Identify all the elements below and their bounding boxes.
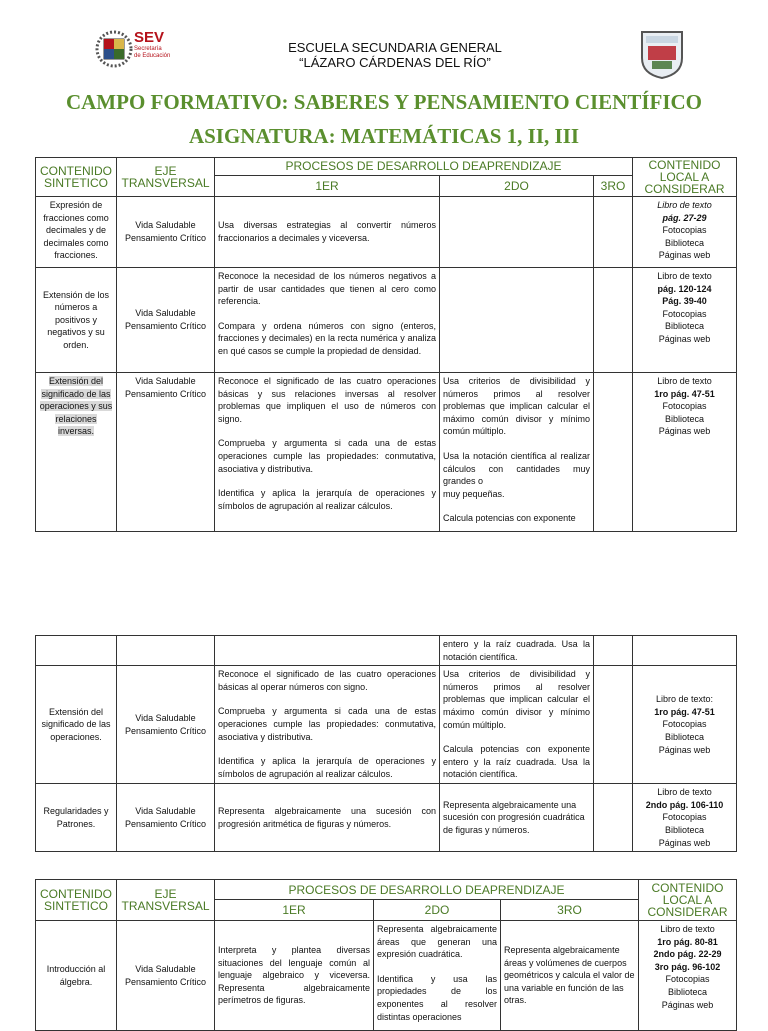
table-row bbox=[36, 268, 737, 373]
paginas-web: Páginas web bbox=[658, 250, 711, 261]
proceso-1er-cell: Representa algebraicamente una sucesión con progresión aritmética de figuras y números. bbox=[215, 784, 440, 852]
proceso-text: Compara y ordena números con signo (enteros, fracciones y decimales) en la recta numérica y analiza en qué casos se cumple la propiedad de densidad. bbox=[218, 320, 436, 356]
fotocopias: Fotocopias bbox=[662, 812, 707, 823]
eje-pensamiento-critico: Pensamiento Crítico bbox=[124, 725, 207, 736]
proceso-3ro-cell bbox=[594, 268, 633, 373]
sev-subtitle-1: Secretaría bbox=[134, 46, 162, 52]
fotocopias: Fotocopias bbox=[662, 401, 707, 412]
biblioteca: Biblioteca bbox=[668, 986, 708, 997]
biblioteca: Biblioteca bbox=[664, 731, 705, 742]
proceso-text: Reconoce la necesidad de los números negativos a partir de usar cantidades que tienen al cero como referencia. bbox=[218, 271, 436, 307]
table-row bbox=[36, 921, 737, 1031]
planning-table-page-2b bbox=[35, 879, 737, 1031]
libro-label: Libro de texto bbox=[657, 200, 712, 210]
eje-vida-saludable: Vida Saludable bbox=[135, 220, 196, 231]
contenido-cell: Extensión del significado de las operaciones. bbox=[36, 666, 117, 784]
proceso-text: Usa la notación científica al realizar cálculos con cantidades muy grandes o bbox=[443, 450, 590, 487]
header-contenido-local: CONTENIDO LOCAL A CONSIDERAR bbox=[639, 880, 737, 921]
local-cell bbox=[633, 666, 737, 784]
proceso-text: Usa criterios de divisibilidad y números primos al resolver problemas que implican calcular el máximo común divisor y mínimo común múltiplo. bbox=[443, 669, 590, 730]
local-cell bbox=[633, 784, 737, 852]
fotocopias: Fotocopias bbox=[662, 225, 707, 236]
eje-cell bbox=[117, 197, 215, 268]
page-ref: 1ro pág. 47-51 bbox=[654, 388, 715, 399]
libro-label: Libro de texto bbox=[657, 376, 712, 386]
page-ref: Pág. 39-40 bbox=[662, 296, 707, 307]
proceso-text: Reconoce el significado de las cuatro operaciones básicas al operar números con signo. bbox=[218, 669, 436, 692]
fotocopias: Fotocopias bbox=[662, 719, 707, 730]
local-cell bbox=[633, 636, 737, 666]
proceso-text: Representa algebraicamente áreas que generan una expresión cuadrática. bbox=[377, 924, 497, 960]
libro-label: Libro de texto bbox=[657, 787, 712, 798]
local-cell bbox=[633, 373, 737, 532]
proceso-2do-cell: Representa algebraicamente una sucesión con progresión cuadrática de figuras y números. bbox=[440, 784, 594, 852]
highlighted-contenido: Extensión del significado de las operaciones y sus relaciones inversas. bbox=[39, 376, 113, 437]
page-ref: 2ndo pág. 106-110 bbox=[645, 799, 724, 810]
proceso-1er-cell bbox=[215, 666, 440, 784]
fotocopias: Fotocopias bbox=[665, 974, 710, 985]
eje-pensamiento-critico: Pensamiento Crítico bbox=[124, 976, 207, 987]
eje-pensamiento-critico: Pensamiento Crítico bbox=[124, 321, 207, 331]
proceso-1er-cell bbox=[215, 268, 440, 373]
contenido-cell bbox=[36, 373, 117, 532]
header-grado-1: 1ER bbox=[215, 900, 374, 921]
proceso-text: Identifica y usa las propiedades de los exponentes al resolver distintas operaciones bbox=[377, 973, 497, 1022]
header-contenido-sintetico: CONTENIDO SINTETICO bbox=[36, 158, 117, 197]
fotocopias: Fotocopias bbox=[662, 308, 707, 319]
sev-brand: SEV bbox=[134, 29, 165, 46]
planning-table-page-1 bbox=[35, 157, 737, 532]
header-procesos: PROCESOS DE DESARROLLO DEAPRENDIZAJE bbox=[215, 880, 639, 900]
header-contenido-local: CONTENIDO LOCAL A CONSIDERAR bbox=[633, 158, 737, 197]
header-grado-3: 3RO bbox=[594, 175, 633, 196]
proceso-2do-cell bbox=[440, 666, 594, 784]
school-shield-logo bbox=[638, 28, 686, 80]
proceso-text: Comprueba y argumenta si cada una de estas operaciones cumple las propiedades: conmutativa, asociativa y distributiva. bbox=[218, 438, 436, 474]
proceso-text: Comprueba y argumenta si cada una de estas operaciones cumple las propiedades: conmutativa, asociativa y distributiva. bbox=[218, 706, 436, 742]
page-ref: pág. 120-124 bbox=[657, 283, 712, 294]
eje-cell bbox=[117, 268, 215, 373]
header-eje-transversal: EJE TRANSVERSAL bbox=[117, 158, 215, 197]
libro-label: Libro de texto bbox=[660, 924, 715, 934]
biblioteca: Biblioteca bbox=[665, 321, 705, 332]
proceso-text: Calcula potencias con exponente entero y la raíz cuadrada. Usa la notación científica. bbox=[443, 744, 590, 780]
proceso-text: Usa criterios de divisibilidad y números primos al resolver problemas que implican calcular el máximo común divisor y mínimo común múltiplo. bbox=[443, 376, 590, 437]
planning-table-page-2 bbox=[35, 635, 737, 852]
header-grado-1: 1ER bbox=[215, 175, 440, 196]
proceso-text: Calcula potencias con exponente bbox=[443, 513, 576, 524]
eje-vida-saludable: Vida Saludable bbox=[135, 963, 196, 974]
page-ref: 3ro pág. 96-102 bbox=[654, 961, 721, 972]
proceso-1er-cell bbox=[215, 636, 440, 666]
paginas-web: Páginas web bbox=[658, 837, 711, 848]
contenido-cell: Expresión de fracciones como decimales y de decimales como fracciones. bbox=[36, 197, 117, 268]
paginas-web: Páginas web bbox=[661, 999, 714, 1010]
libro-label: Libro de texto bbox=[657, 271, 712, 281]
proceso-2do-cell bbox=[440, 268, 594, 373]
eje-vida-saludable: Vida Saludable bbox=[135, 308, 196, 319]
proceso-3ro-cell bbox=[594, 636, 633, 666]
table-row bbox=[36, 666, 737, 784]
proceso-3ro-cell bbox=[594, 373, 633, 532]
proceso-text: Reconoce el significado de las cuatro operaciones básicas y sus relaciones inversas al resolver problemas que impliquen el uso de números con signo. bbox=[218, 376, 436, 424]
proceso-3ro-cell: Representa algebraicamente áreas y volúmenes de cuerpos geométricos y calcula el valor de una variable en función de las otras. bbox=[501, 921, 639, 1031]
libro-label: Libro de texto: bbox=[655, 694, 714, 705]
page-ref: 2ndo pág. 22-29 bbox=[653, 949, 722, 960]
contenido-cell bbox=[36, 636, 117, 666]
eje-cell bbox=[117, 784, 215, 852]
paginas-web: Páginas web bbox=[658, 744, 711, 755]
page-ref: 1ro pág. 80-81 bbox=[657, 936, 718, 947]
school-line-2: “LÁZARO CÁRDENAS DEL RÍO” bbox=[299, 55, 491, 70]
header-grado-3: 3RO bbox=[501, 900, 639, 921]
proceso-text: Identifica y aplica la jerarquía de operaciones y símbolos de agrupación al realizar cálculos. bbox=[218, 488, 436, 511]
table-row bbox=[36, 373, 737, 532]
eje-vida-saludable: Vida Saludable bbox=[135, 376, 196, 386]
proceso-3ro-cell bbox=[594, 197, 633, 268]
header-contenido-sintetico: CONTENIDO SINTETICO bbox=[36, 880, 117, 921]
proceso-text: Identifica y aplica la jerarquía de operaciones y símbolos de agrupación al realizar cálculos. bbox=[218, 756, 436, 779]
eje-pensamiento-critico: Pensamiento Crítico bbox=[124, 818, 207, 829]
school-line-1: ESCUELA SECUNDARIA GENERAL bbox=[288, 40, 502, 55]
eje-vida-saludable: Vida Saludable bbox=[135, 806, 196, 817]
table-row bbox=[36, 197, 737, 268]
eje-cell bbox=[117, 921, 215, 1031]
header-grado-2: 2DO bbox=[440, 175, 594, 196]
sev-logo bbox=[134, 30, 204, 60]
page-ref: pág. 27-29 bbox=[662, 212, 707, 223]
page-ref: 1ro pág. 47-51 bbox=[654, 706, 715, 717]
proceso-2do-cell: entero y la raíz cuadrada. Usa la notación científica. bbox=[440, 636, 594, 666]
proceso-1er-cell: Usa diversas estrategias al convertir números fraccionarios a decimales y viceversa. bbox=[215, 197, 440, 268]
proceso-2do-cell bbox=[440, 373, 594, 532]
proceso-2do-cell bbox=[440, 197, 594, 268]
eje-cell bbox=[117, 373, 215, 532]
header-grado-2: 2DO bbox=[374, 900, 501, 921]
local-cell bbox=[639, 921, 737, 1031]
proceso-1er-cell: Interpreta y plantea diversas situaciones del lenguaje común al lenguaje algebraico y viceversa. Representa algebraicamente perímetros de figuras. bbox=[215, 921, 374, 1031]
sev-subtitle-2: de Educación bbox=[134, 53, 171, 59]
table-row bbox=[36, 636, 737, 666]
biblioteca: Biblioteca bbox=[665, 237, 705, 248]
local-cell bbox=[633, 268, 737, 373]
eje-pensamiento-critico: Pensamiento Crítico bbox=[124, 388, 207, 399]
eje-cell bbox=[117, 666, 215, 784]
veracruz-coat-of-arms-logo bbox=[94, 30, 134, 68]
proceso-3ro-cell bbox=[594, 784, 633, 852]
proceso-text: muy pequeñas. bbox=[443, 488, 505, 499]
proceso-3ro-cell bbox=[594, 666, 633, 784]
proceso-1er-cell bbox=[215, 373, 440, 532]
biblioteca: Biblioteca bbox=[664, 824, 705, 835]
paginas-web: Páginas web bbox=[658, 426, 711, 437]
contenido-cell: Regularidades y Patrones. bbox=[36, 784, 117, 852]
contenido-cell: Introducción al álgebra. bbox=[36, 921, 117, 1031]
local-cell bbox=[633, 197, 737, 268]
eje-pensamiento-critico: Pensamiento Crítico bbox=[124, 233, 207, 243]
header-eje-transversal: EJE TRANSVERSAL bbox=[117, 880, 215, 921]
asignatura-title: ASIGNATURA: MATEMÁTICAS 1, II, III bbox=[188, 124, 580, 148]
table-row bbox=[36, 784, 737, 852]
eje-cell bbox=[117, 636, 215, 666]
header-procesos: PROCESOS DE DESARROLLO DEAPRENDIZAJE bbox=[215, 158, 633, 176]
biblioteca: Biblioteca bbox=[665, 413, 705, 424]
school-name bbox=[215, 40, 575, 70]
contenido-cell: Extensión de los números a positivos y negativos y su orden. bbox=[36, 268, 117, 373]
paginas-web: Páginas web bbox=[658, 333, 711, 344]
proceso-2do-cell bbox=[374, 921, 501, 1031]
campo-formativo-title: CAMPO FORMATIVO: SABERES Y PENSAMIENTO CIENTÍFICO bbox=[65, 90, 703, 114]
eje-vida-saludable: Vida Saludable bbox=[135, 713, 196, 724]
